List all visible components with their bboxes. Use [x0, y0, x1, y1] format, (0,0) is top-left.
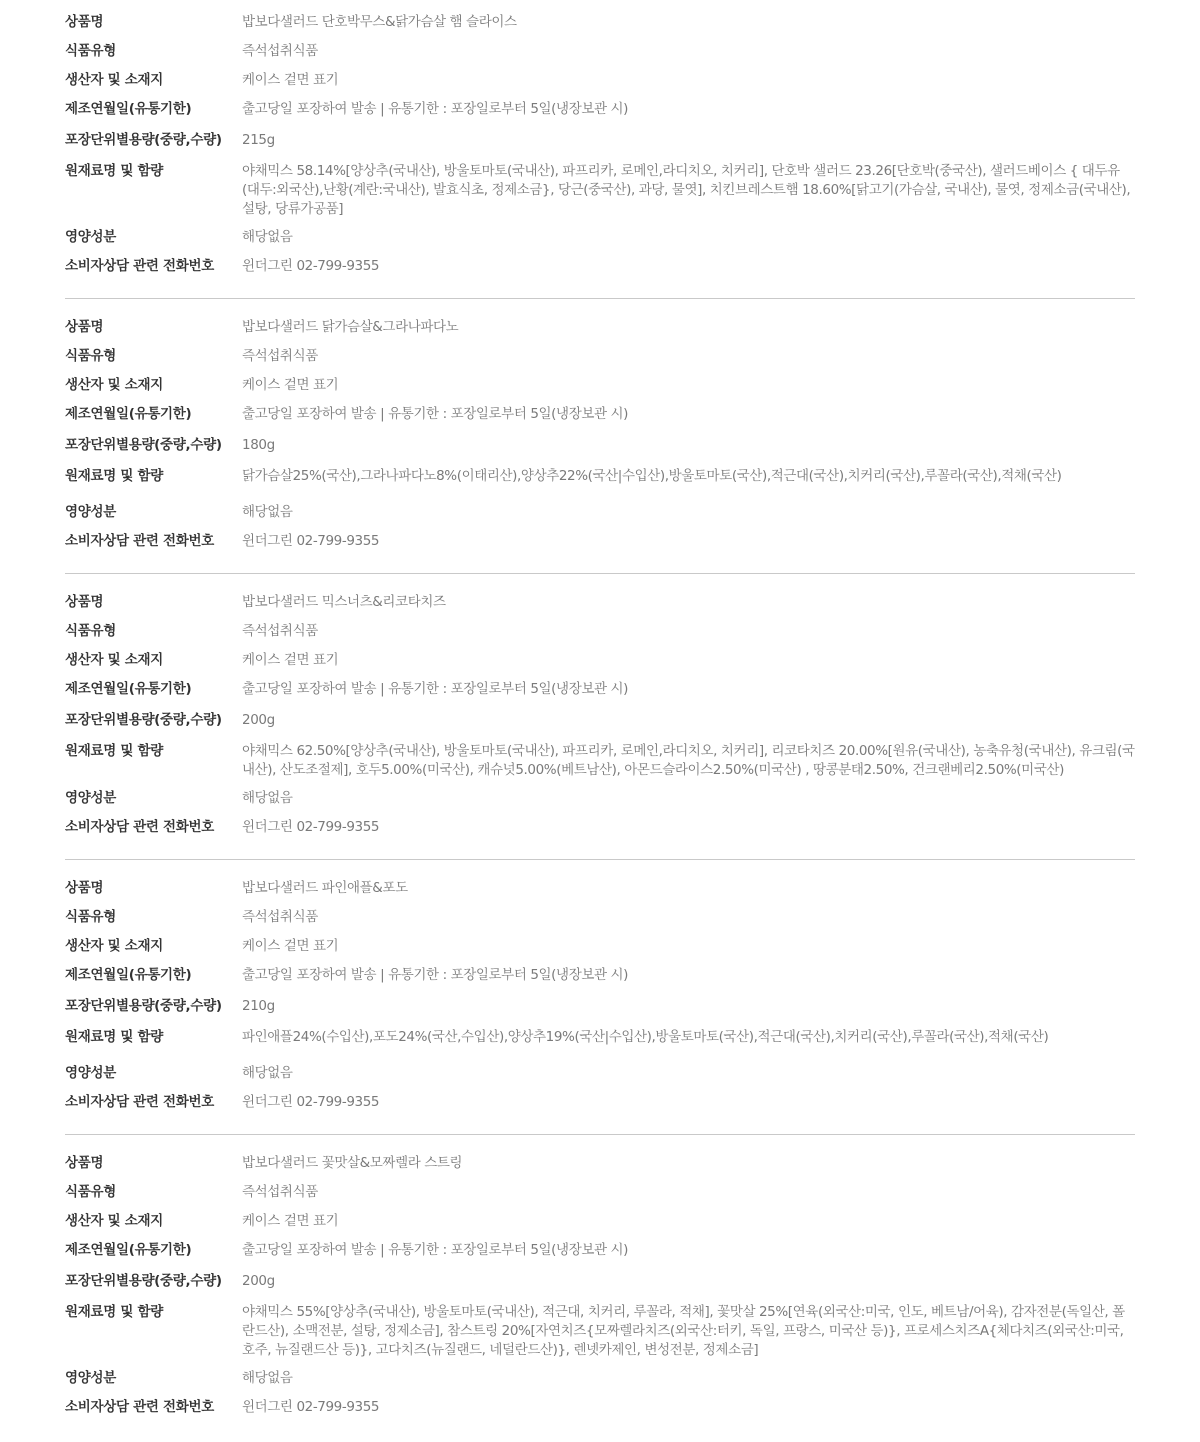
nutrition-row: [65, 1064, 1135, 1093]
ingredients-row: [65, 1303, 1135, 1362]
nutrition-value: 해당없음: [242, 1065, 293, 1081]
producer-location-label: 생산자 및 소재지: [65, 72, 163, 88]
food-type-row: [65, 1183, 1135, 1212]
producer-location-label: 생산자 및 소재지: [65, 377, 163, 393]
producer-location-row: [65, 1212, 1135, 1241]
food-type-label: 식품유형: [65, 348, 116, 364]
ingredients-value: 야채믹스 58.14%[양상추(국내산), 방울토마토(국내산), 파프리카, 로메인,라디치오, 치커리], 단호박 샐러드 23.26[단호박(중국산), 샐러드베이스 { 대두유(대두:외국산),난황(계란:국내산), 발효식초, 정제소금}, 당근(중국산), 과당, 물엿], 치킨브레스트햄 18.60%[닭고기(가슴살, 국내산), 물엿, 정제소금(국내산), 설탕, 당류가공품]: [242, 163, 1131, 217]
product-name-value: 밥보다샐러드 믹스너츠&리코타치즈: [242, 594, 446, 610]
food-type-label: 식품유형: [65, 43, 116, 59]
consumer-phone-label: 소비자상담 관련 전화번호: [65, 819, 214, 835]
product-name-label: 상품명: [65, 1155, 104, 1171]
consumer-phone-label: 소비자상담 관련 전화번호: [65, 1094, 214, 1110]
package-weight-row: [65, 711, 1135, 740]
consumer-phone-row: [65, 1398, 1135, 1427]
package-weight-row: [65, 436, 1135, 465]
producer-location-value: 케이스 겉면 표기: [242, 1213, 339, 1229]
ingredients-label: 원재료명 및 함량: [65, 163, 163, 179]
manufacture-date-value: 출고당일 포장하여 발송 | 유통기한 : 포장일로부터 5일(냉장보관 시): [242, 967, 629, 983]
package-weight-row: [65, 1272, 1135, 1301]
manufacture-date-row: [65, 1241, 1135, 1270]
nutrition-label: 영양성분: [65, 1065, 116, 1081]
producer-location-row: [65, 376, 1135, 405]
manufacture-date-label: 제조연월일(유통기한): [65, 406, 192, 422]
nutrition-row: [65, 503, 1135, 532]
food-type-value: 즉석섭취식품: [242, 1184, 318, 1200]
package-weight-value: 210g: [242, 998, 275, 1014]
consumer-phone-label: 소비자상담 관련 전화번호: [65, 533, 214, 549]
product-name-row: [65, 1154, 1135, 1183]
producer-location-value: 케이스 겉면 표기: [242, 377, 339, 393]
manufacture-date-label: 제조연월일(유통기한): [65, 1242, 192, 1258]
consumer-phone-value: 윈더그린 02-799-9355: [242, 1094, 380, 1110]
food-type-row: [65, 347, 1135, 376]
ingredients-value: 야채믹스 62.50%[양상추(국내산), 방울토마토(국내산), 파프리카, 로메인,라디치오, 치커리], 리코타치즈 20.00%[원유(국내산), 농축유청(국내산), 유크림(국내산), 산도조절제], 호두5.00%(미국산), 캐슈넛5.00%(베트남산), 아몬드슬라이스2.50%(미국산) , 땅콩분태2.50%, 건크랜베리2.50%(미국산): [242, 743, 1135, 778]
food-type-value: 즉석섭취식품: [242, 623, 318, 639]
manufacture-date-row: [65, 405, 1135, 434]
nutrition-value: 해당없음: [242, 504, 293, 520]
product-name-value: 밥보다샐러드 닭가슴살&그라나파다노: [242, 319, 459, 335]
nutrition-label: 영양성분: [65, 504, 116, 520]
product-name-row: [65, 593, 1135, 622]
package-weight-label: 포장단위별용량(중량,수량): [65, 998, 222, 1014]
producer-location-row: [65, 937, 1135, 966]
food-type-value: 즉석섭취식품: [242, 43, 318, 59]
consumer-phone-value: 윈더그린 02-799-9355: [242, 258, 380, 274]
producer-location-value: 케이스 겉면 표기: [242, 652, 339, 668]
product-name-value: 밥보다샐러드 단호박무스&닭가슴살 햄 슬라이스: [242, 14, 517, 30]
consumer-phone-row: [65, 818, 1135, 847]
package-weight-value: 200g: [242, 1273, 275, 1289]
manufacture-date-label: 제조연월일(유통기한): [65, 101, 192, 117]
manufacture-date-label: 제조연월일(유통기한): [65, 967, 192, 983]
ingredients-row: [65, 162, 1135, 221]
nutrition-row: [65, 789, 1135, 818]
consumer-phone-value: 윈더그린 02-799-9355: [242, 533, 380, 549]
package-weight-row: [65, 131, 1135, 160]
product-section: [65, 879, 1135, 1135]
product-name-label: 상품명: [65, 14, 104, 30]
product-name-label: 상품명: [65, 594, 104, 610]
product-section: [65, 593, 1135, 860]
ingredients-label: 원재료명 및 함량: [65, 743, 163, 759]
nutrition-label: 영양성분: [65, 229, 116, 245]
producer-location-label: 생산자 및 소재지: [65, 938, 163, 954]
product-info-notice: [65, 0, 1135, 1439]
package-weight-row: [65, 997, 1135, 1026]
package-weight-value: 215g: [242, 132, 275, 148]
food-type-row: [65, 908, 1135, 937]
ingredients-label: 원재료명 및 함량: [65, 1304, 163, 1320]
nutrition-value: 해당없음: [242, 790, 293, 806]
product-name-row: [65, 13, 1135, 42]
nutrition-value: 해당없음: [242, 229, 293, 245]
food-type-value: 즉석섭취식품: [242, 348, 318, 364]
consumer-phone-label: 소비자상담 관련 전화번호: [65, 1399, 214, 1415]
consumer-phone-label: 소비자상담 관련 전화번호: [65, 258, 214, 274]
consumer-phone-value: 윈더그린 02-799-9355: [242, 1399, 380, 1415]
package-weight-value: 180g: [242, 437, 275, 453]
food-type-label: 식품유형: [65, 909, 116, 925]
product-name-row: [65, 879, 1135, 908]
consumer-phone-row: [65, 532, 1135, 561]
ingredients-value: 닭가슴살25%(국산),그라나파다노8%(이태리산),양상추22%(국산|수입산),방울토마토(국산),적근대(국산),치커리(국산),루꼴라(국산),적채(국산): [242, 468, 1062, 484]
product-name-value: 밥보다샐러드 꽃맛살&모짜렐라 스트링: [242, 1155, 463, 1171]
nutrition-label: 영양성분: [65, 1370, 116, 1386]
product-name-label: 상품명: [65, 319, 104, 335]
producer-location-value: 케이스 겉면 표기: [242, 72, 339, 88]
producer-location-row: [65, 71, 1135, 100]
food-type-row: [65, 622, 1135, 651]
product-name-row: [65, 318, 1135, 347]
manufacture-date-row: [65, 680, 1135, 709]
product-section: [65, 1154, 1135, 1439]
food-type-label: 식품유형: [65, 1184, 116, 1200]
product-section: [65, 318, 1135, 574]
nutrition-row: [65, 228, 1135, 257]
nutrition-value: 해당없음: [242, 1370, 293, 1386]
consumer-phone-value: 윈더그린 02-799-9355: [242, 819, 380, 835]
product-name-label: 상품명: [65, 880, 104, 896]
producer-location-value: 케이스 겉면 표기: [242, 938, 339, 954]
producer-location-label: 생산자 및 소재지: [65, 1213, 163, 1229]
manufacture-date-label: 제조연월일(유통기한): [65, 681, 192, 697]
consumer-phone-row: [65, 1093, 1135, 1122]
ingredients-label: 원재료명 및 함량: [65, 468, 163, 484]
manufacture-date-value: 출고당일 포장하여 발송 | 유통기한 : 포장일로부터 5일(냉장보관 시): [242, 101, 629, 117]
ingredients-row: [65, 467, 1135, 496]
package-weight-label: 포장단위별용량(중량,수량): [65, 712, 222, 728]
manufacture-date-row: [65, 100, 1135, 129]
package-weight-value: 200g: [242, 712, 275, 728]
ingredients-value: 야채믹스 55%[양상추(국내산), 방울토마토(국내산), 적근대, 치커리, 루꼴라, 적채], 꽃맛살 25%[연육(외국산:미국, 인도, 베트남/어육), 감자전분(독일산, 폴란드산), 소맥전분, 설탕, 정제소금], 참스트링 20%[자연치즈{모짜렐라치즈(외국산:터키, 독일, 프랑스, 미국산 등)}, 프로세스치즈A{체다치즈(외국산:미국, 호주, 뉴질랜드산 등)}, 고다치즈(뉴질랜드, 네덜란드산)}, 렌넷카제인, 변성전분, 정제소금]: [242, 1304, 1125, 1358]
package-weight-label: 포장단위별용량(중량,수량): [65, 1273, 222, 1289]
manufacture-date-value: 출고당일 포장하여 발송 | 유통기한 : 포장일로부터 5일(냉장보관 시): [242, 1242, 629, 1258]
manufacture-date-value: 출고당일 포장하여 발송 | 유통기한 : 포장일로부터 5일(냉장보관 시): [242, 406, 629, 422]
food-type-label: 식품유형: [65, 623, 116, 639]
consumer-phone-row: [65, 257, 1135, 286]
package-weight-label: 포장단위별용량(중량,수량): [65, 437, 222, 453]
food-type-row: [65, 42, 1135, 71]
product-section: [65, 13, 1135, 299]
product-name-value: 밥보다샐러드 파인애플&포도: [242, 880, 408, 896]
ingredients-row: [65, 742, 1135, 782]
package-weight-label: 포장단위별용량(중량,수량): [65, 132, 222, 148]
ingredients-label: 원재료명 및 함량: [65, 1029, 163, 1045]
nutrition-label: 영양성분: [65, 790, 116, 806]
producer-location-row: [65, 651, 1135, 680]
manufacture-date-value: 출고당일 포장하여 발송 | 유통기한 : 포장일로부터 5일(냉장보관 시): [242, 681, 629, 697]
ingredients-row: [65, 1028, 1135, 1057]
manufacture-date-row: [65, 966, 1135, 995]
food-type-value: 즉석섭취식품: [242, 909, 318, 925]
nutrition-row: [65, 1369, 1135, 1398]
producer-location-label: 생산자 및 소재지: [65, 652, 163, 668]
ingredients-value: 파인애플24%(수입산),포도24%(국산,수입산),양상추19%(국산|수입산),방울토마토(국산),적근대(국산),치커리(국산),루꼴라(국산),적채(국산): [242, 1029, 1049, 1045]
